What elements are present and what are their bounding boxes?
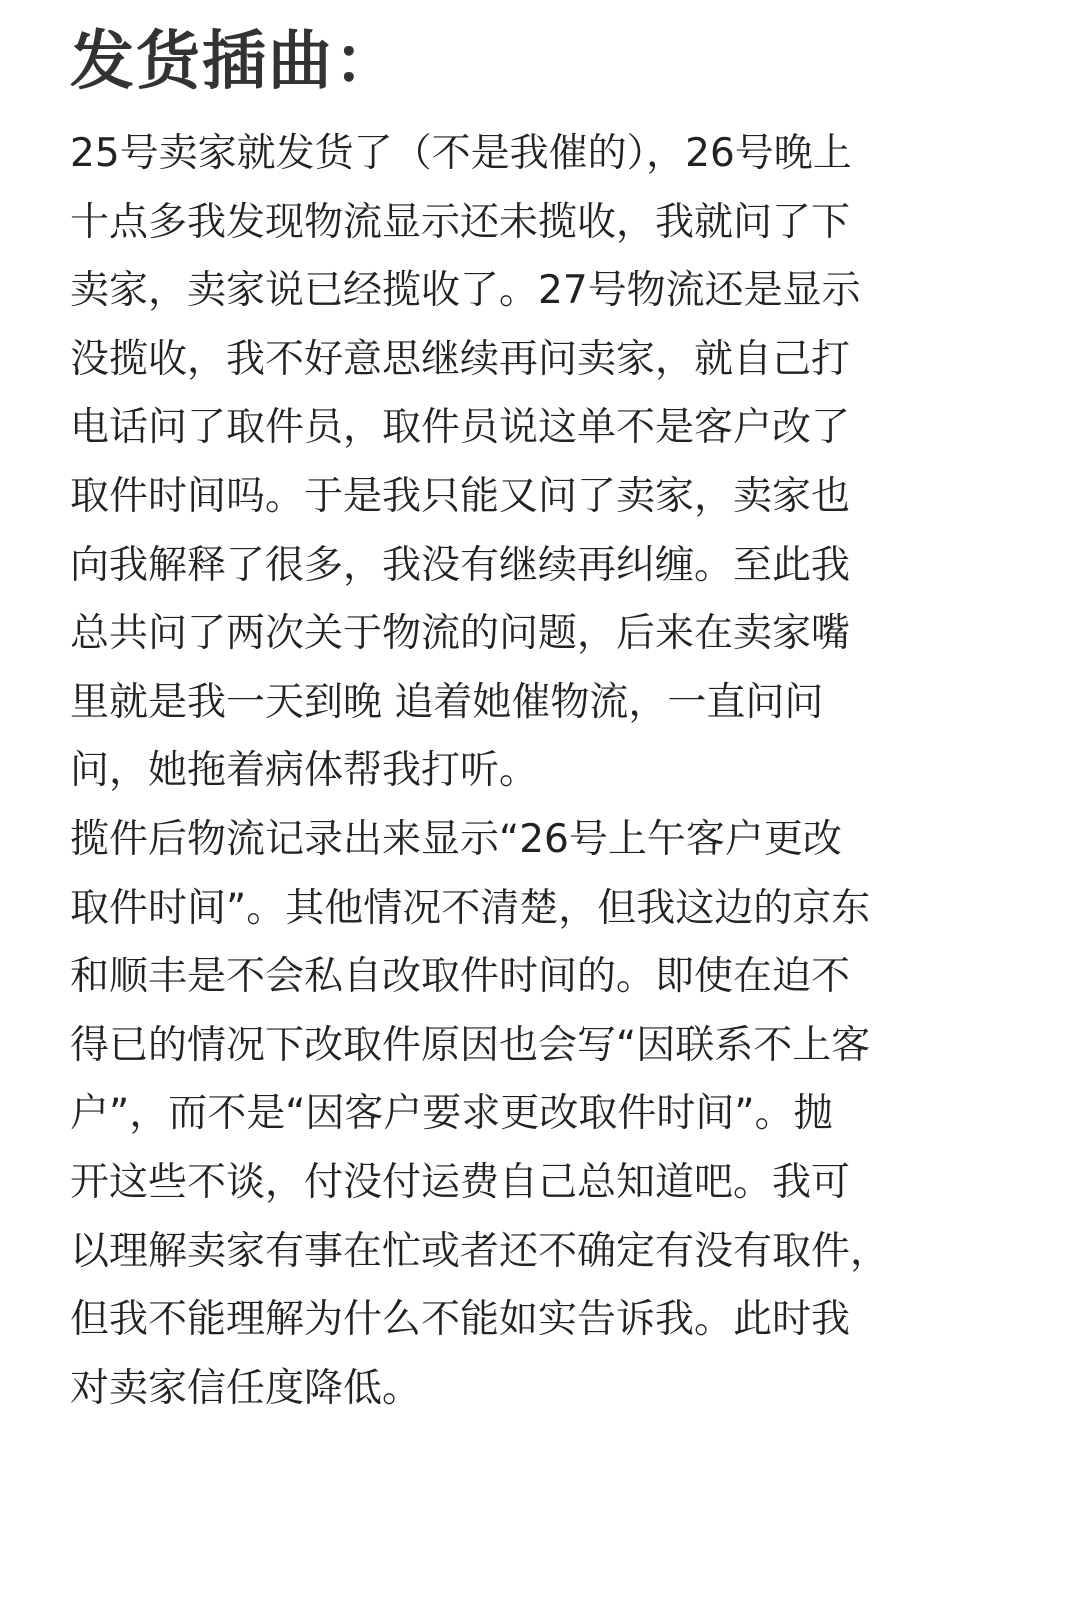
text-line: 开这些不谈，付没付运费自己总知道吧。我可	[70, 1159, 851, 1205]
text-line: 总共问了两次关于物流的问题，后来在卖家嘴	[70, 611, 851, 657]
text-line: 但我不能理解为什么不能如实告诉我。此时我	[70, 1297, 851, 1343]
text-line: 户”，而不是“因客户要求更改取件时间”。抛	[70, 1091, 833, 1137]
text-line: 揽件后物流记录出来显示“26号上午客户更改	[70, 816, 842, 862]
text-line: 和顺丰是不会私自改取件时间的。即使在迫不	[70, 954, 851, 1000]
text-line: 对卖家信任度降低。	[70, 1365, 422, 1411]
text-line: 问，她拖着病体帮我打听。	[70, 748, 539, 794]
text-line: 25号卖家就发货了（不是我催的），26号晚上	[70, 131, 852, 176]
text-line: 电话问了取件员，取件员说这单不是客户改了	[70, 405, 851, 451]
text-line: 里就是我一天到晚 追着她催物流，一直问问	[70, 679, 824, 725]
body-text	[70, 120, 1030, 1423]
text-line: 没揽收，我不好意思继续再问卖家，就自己打	[70, 336, 851, 382]
text-line: 十点多我发现物流显示还未揽收，我就问了下	[70, 199, 851, 245]
text-line: 取件时间吗。于是我只能又问了卖家，卖家也	[70, 473, 851, 519]
text-line: 卖家，卖家说已经揽收了。27号物流还是显示	[70, 268, 861, 314]
text-line: 取件时间”。其他情况不清楚，但我这边的京东	[70, 885, 871, 931]
text-line: 向我解释了很多，我没有继续再纠缠。至此我	[70, 542, 851, 588]
text-line: 得已的情况下改取件原因也会写“因联系不上客	[70, 1022, 871, 1068]
page-title: 发货插曲：	[70, 25, 400, 99]
text-line: 以理解卖家有事在忙或者还不确定有没有取件，	[70, 1228, 890, 1274]
